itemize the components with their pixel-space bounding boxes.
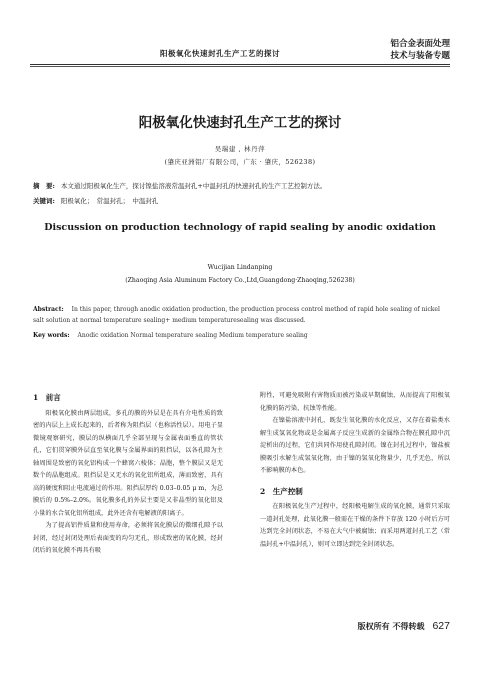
body-paragraph: 在镍盐溶液中封孔，既发生氧化膜的水化反应，又存在着盐类水解生成氢氧化物或是金属离子反应生成新的金属络合物在膜孔隙中沉淀析出的过程，它们共同作用使孔隙封闭。镍在封孔过程中，镍盐被膜吸引水解生成氢氧化物，由于镍的氢氧化物量少，几乎无色，所以不影响膜的本色。: [260, 417, 450, 474]
body-column-left: [33, 390, 223, 558]
abstract-english-text: In this paper, through anodic oxidation production, the production process control method of rapid hole sealing of nickel salt solution at normal temperature sealing+ medium temperaturesealing was discussed.: [33, 306, 440, 324]
section-heading-introduction: 1 前言: [33, 393, 61, 402]
header-rule-thin: [30, 66, 450, 67]
header-rule: [30, 64, 450, 65]
authors-chinese: 吴瑞建 , 林丹萍: [214, 145, 266, 153]
title-english: Discussion on production technology of rapid sealing by anodic oxidation: [44, 222, 436, 233]
abstract-chinese-label: 摘 要:: [33, 182, 55, 190]
keywords-english-label: Key words:: [33, 332, 70, 339]
authors-english: Wucijian Lindanping: [207, 264, 273, 271]
body-column-right: [260, 390, 450, 551]
affiliation-english: (Zhaoqing Asia Aluminum Factory Co.,Ltd,Guangdong·Zhaoqing,526238): [125, 277, 355, 284]
keywords-english-text: Anodic oxidation Normal temperature sealing Medium temperature sealing: [77, 332, 308, 339]
keywords-english: [33, 332, 451, 339]
body-paragraph: 阳极氧化膜由两层组成，多孔的膜的外层是在具有介电性质的致密的内层上上成长起来的，后者称为阻挡层（也称活性层）。用电子显微镜观察研究，膜层的纵横面几乎全部呈现与金属表面垂直的管状孔，它们贯穿膜外层直至氧化膜与金属界面的阻挡层，以各孔隙为主轴周围是致密的氧化铝构成一个蜂窝六棱体；晶胞，整个膜层又是无数个的晶胞组成。阻挡层是又无水的氧化铝所组成，薄而致密，具有高的硬度和阻止电流通过的作用。阻挡层厚约 0.03–0.05 μ m，为总膜后的 0.5%–2.0%。氧化膜多孔的外层主要是又非晶型的氧化铝及小量的水合氧化铝所组成，此外还含有电解液的阳离子。: [33, 409, 223, 517]
abstract-chinese-text: 本文通过阳极氧化生产，探讨镍盐溶液常温封孔+中温封孔的快速封孔的生产工艺控制方法。: [60, 182, 327, 190]
journal-section-label: [390, 38, 450, 62]
journal-line-2: 技术与装备专题: [390, 51, 450, 61]
page-number: 627: [432, 620, 450, 632]
running-title: 阳极氧化快速封孔生产工艺的探讨: [160, 49, 280, 58]
abstract-english-label: Abstract:: [33, 306, 64, 313]
journal-line-1: 铝合金表面处理: [390, 39, 450, 49]
title-chinese: 阳极氧化快速封孔生产工艺的探讨: [138, 115, 342, 131]
section-heading-production-control: 2 生产控制: [260, 486, 303, 496]
keywords-chinese: [33, 196, 453, 205]
keywords-chinese-text: 阳极氧化； 常温封孔； 中温封孔: [60, 197, 159, 205]
abstract-chinese: [33, 181, 453, 190]
affiliation-chinese: (肇庆亚洲铝厂有限公司，广东 · 肇庆，526238): [164, 158, 316, 166]
copyright-notice: 版权所有 不得转载: [357, 621, 425, 631]
page-footer: [358, 620, 450, 632]
body-paragraph: 为了提高铝件质量和使用寿命，必须将氧化膜层的微细孔隙予以封闭，经过封闭处理后表面变的均匀无孔，形成致密的氧化膜，经封闭后的氧化膜不再具有吸: [33, 522, 223, 554]
abstract-english: [33, 304, 451, 326]
body-paragraph-continued: 附性，可避免吸附有害物质而被污染或早期腐蚀，从而提高了阳极氧化膜的防污染，抗蚀等性能。: [260, 392, 450, 412]
body-paragraph: 在阳极氧化生产过程中，经阳极电解生成的氧化膜，通常只采取一道封孔处理，此氧化膜一般需在干燥的条件下存放 120 小时后方可达到完全封闭状态，不易在大气中被腐蚀；而采用两道封孔工艺（常温封孔+中温封孔），则可立即达到完全封闭状态。: [260, 503, 450, 548]
keywords-chinese-label: 关键词:: [33, 197, 55, 205]
